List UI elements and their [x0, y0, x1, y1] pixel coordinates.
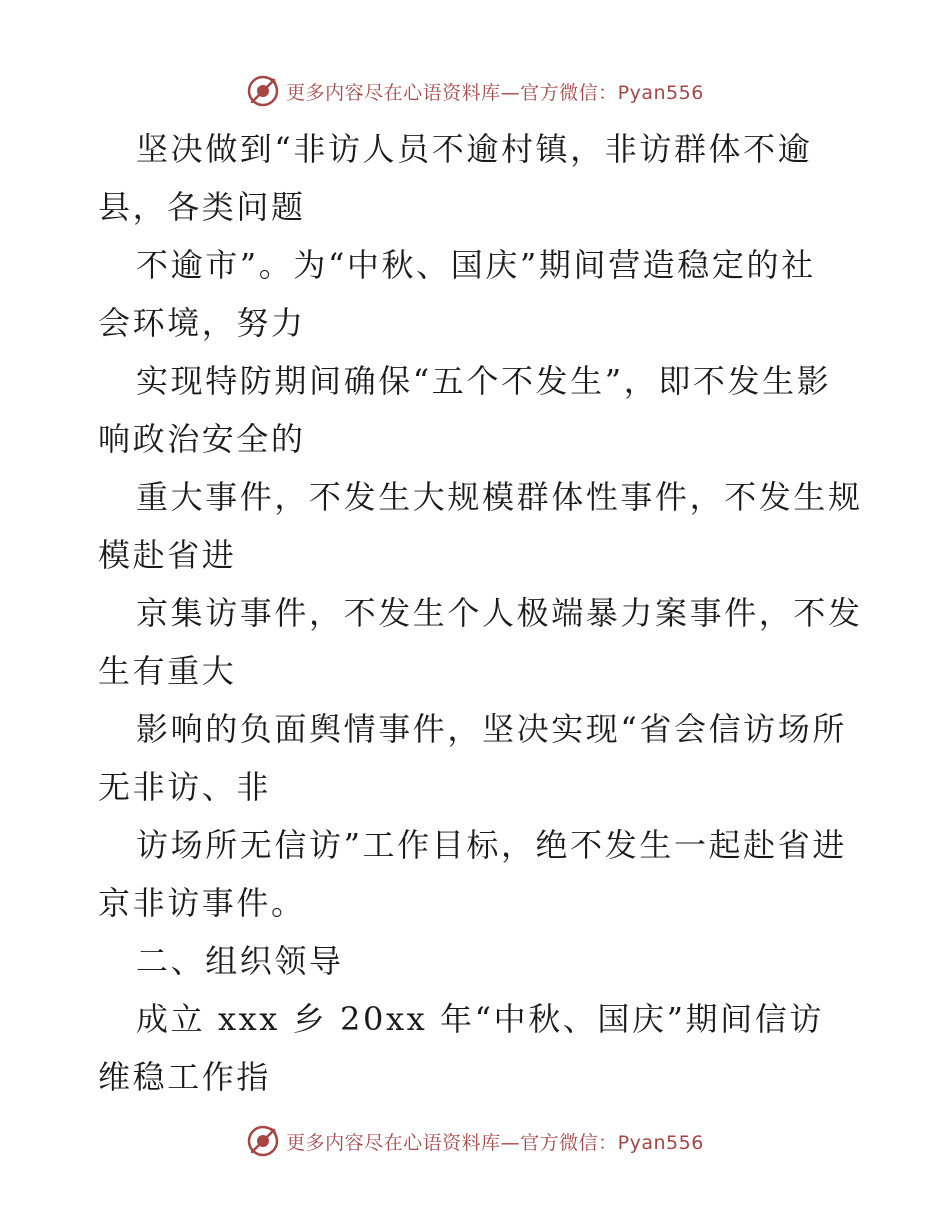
text-line: 坚决做到“非访人员不逾村镇，非访群体不逾	[136, 130, 813, 168]
text-line: 访场所无信访”工作目标，绝不发生一起赴省进	[136, 826, 847, 864]
text-line: 无非访、非	[98, 768, 272, 806]
text-line: 京集访事件，不发生个人极端暴力案事件，不发	[136, 594, 863, 632]
footer-watermark	[0, 1121, 950, 1161]
seal-quill-icon	[246, 1124, 280, 1158]
watermark-text: 更多内容尽在心语资料库—官方微信：Pyan556	[286, 81, 704, 104]
text-line: 会环境，努力	[98, 304, 306, 342]
text-line: 成立 xxx 乡 20xx 年“中秋、国庆”期间信访	[136, 1000, 824, 1038]
document-body	[98, 120, 863, 1106]
text-line: 不逾市”。为“中秋、国庆”期间营造稳定的社	[136, 246, 816, 284]
watermark-text: 更多内容尽在心语资料库—官方微信：Pyan556	[286, 1131, 704, 1154]
seal-quill-icon	[246, 74, 280, 108]
text-line: 模赴省进	[98, 536, 237, 574]
text-line: 维稳工作指	[98, 1058, 272, 1096]
section-heading: 二、组织领导	[136, 942, 344, 980]
text-line: 重大事件，不发生大规模群体性事件，不发生规	[136, 478, 863, 516]
text-line: 京非访事件。	[98, 884, 306, 922]
text-line: 实现特防期间确保“五个不发生”，即不发生影	[136, 362, 832, 400]
text-line: 响政治安全的	[98, 420, 306, 458]
text-line: 影响的负面舆情事件，坚决实现“省会信访场所	[136, 710, 847, 748]
header-watermark	[0, 71, 950, 111]
text-line: 县，各类问题	[98, 188, 306, 226]
text-line: 生有重大	[98, 652, 237, 690]
